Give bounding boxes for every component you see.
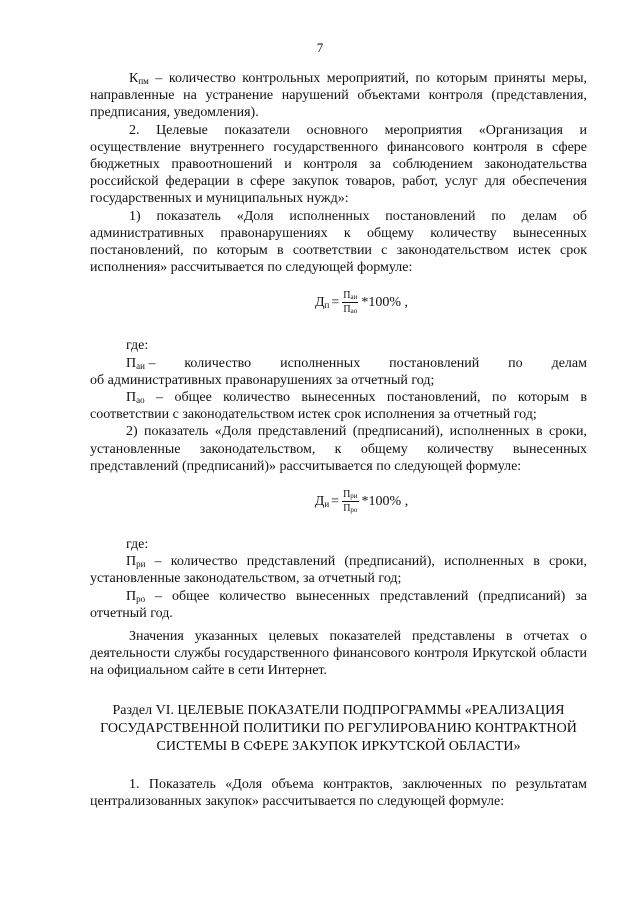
document-body [90,70,587,810]
definition-pro: $П_{ро}$ – общее количество вынесенных представлений (предписаний) за отчетный год. [90,588,587,621]
paragraph-target-indicators: 2. Целевые показатели основного мероприятия «Организация и осуществление внутреннего государственного финансового контроля в сфере бюджетных правоотношений и контроля за соблюдением законодательства российской федерации в сфере закупок товаров, работ, услуг для обеспечения государственных и муниципальных нужд»: [90,122,587,207]
definition-pao: $П_{ао}$ – общее количество вынесенных постановлений, по которым в соответствии с законодательством истек срок исполнения за отчетный год; [90,390,587,423]
symbol-subscript: пм [138,76,149,86]
where-label: где: [126,537,149,553]
paragraph-indicator-2: 2) показатель «Доля представлений (предписаний), исполненных в сроки, установленные законодательством, к общему количеству вынесенных представлений (предписаний)» рассчитывается по следующей формуле: [90,424,587,474]
fraction-numerator: $П_{аи}$ [343,290,358,302]
paragraph-indicator-contracts: 1. Показатель «Доля объема контрактов, заключенных по результатам централизованных закупок» рассчитывается по следующей формуле: [90,776,587,809]
fraction-denominator: $П_{ао}$ [343,304,358,316]
formula-lhs: $Д_п$ [314,295,330,311]
paragraph-indicator-1: 1) показатель «Доля исполненных постановлений по делам об административных правонарушениях к общему количеству вынесенных постановлений, по которым в соответствии с законодательством истек срок исполнения» рассчитывается по следующей формуле: [90,208,587,276]
formula-fraction [342,489,358,514]
formula-dp [136,290,587,315]
paragraph-kpm-definition [90,70,587,122]
formula-fraction [342,290,358,315]
definition-pai-first-line: $П_{аи}$ – количество исполненных постановлений по делам [126,355,587,371]
definition-text: – количество контрольных мероприятий, по которым приняты меры, направленные на устранение нарушений объектами контроля (представления, предписания, уведомления). [90,71,587,121]
formula-equals: = [331,295,340,311]
definition-pai-rest: об административных правонарушениях за отчетный год; [90,372,435,388]
formula-tail: *100% , [361,295,409,311]
symbol-k: К [129,71,139,86]
definition-pai [90,355,587,389]
formula-tail: *100% , [361,493,409,509]
formula-lhs: $Д_и$ [314,493,330,509]
formula-equals: = [331,493,340,509]
fraction-denominator: $П_{ро}$ [343,503,358,515]
symbol-pai: $П_{аи}$ – [126,355,156,371]
fraction-numerator: $П_{ри}$ [343,489,358,501]
formula-di [136,489,587,514]
paragraph-values-reported: Значения указанных целевых показателей представлены в отчетах о деятельности службы государственного финансового контроля Иркутской области на официальном сайте в сети Интернет. [90,629,587,679]
definition-pri: $П_{ри}$ – количество представлений (предписаний), исполненных в сроки, установленные законодательством, за отчетный год; [90,554,587,587]
page-number: 7 [316,40,324,55]
where-label: где: [126,338,149,354]
section-heading: Раздел VI. ЦЕЛЕВЫЕ ПОКАЗАТЕЛИ ПОДПРОГРАММЫ «РЕАЛИЗАЦИЯ ГОСУДАРСТВЕННОЙ ПОЛИТИКИ ПО РЕГУЛИРОВАНИЮ КОНТРАКТНОЙ СИСТЕМЫ В СФЕРЕ ЗАКУПОК ИРКУТСКОЙ ОБЛАСТИ» [100,702,577,754]
